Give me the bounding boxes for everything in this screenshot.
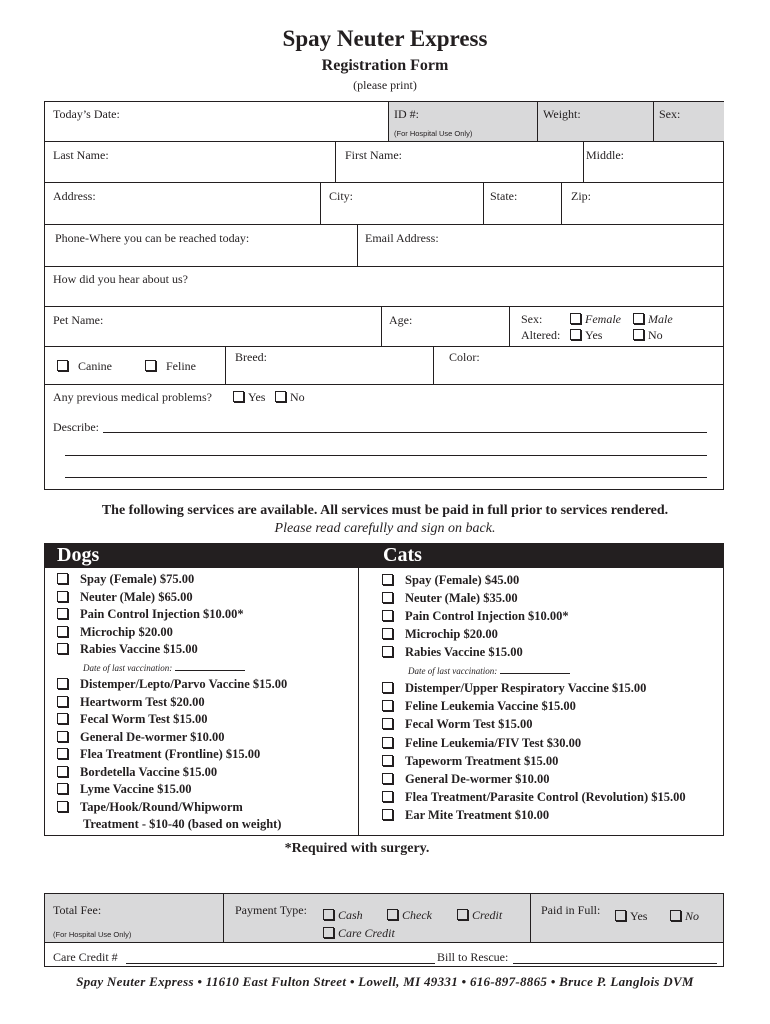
first-name-label: First Name:: [345, 148, 402, 162]
cat-service-label: Flea Treatment/Parasite Control (Revolution) $15.00: [405, 790, 686, 805]
care-credit-number-line[interactable]: [126, 963, 435, 964]
middle-name-label: Middle:: [586, 148, 624, 162]
age-label: Age:: [389, 313, 413, 327]
altered-label: Altered:: [521, 328, 561, 342]
services-box: [44, 543, 724, 836]
cat-service-label: Pain Control Injection $10.00*: [405, 609, 569, 623]
care-credit-number-label: Care Credit #: [53, 950, 118, 964]
dog-service-label: Distemper/Lepto/Parvo Vaccine $15.00: [80, 677, 288, 691]
pet-name-label: Pet Name:: [53, 313, 104, 327]
cat-service-item[interactable]: [382, 772, 550, 787]
services-header: [45, 544, 723, 568]
cat-service-label: Rabies Vaccine $15.00: [405, 645, 523, 659]
cat-service-item[interactable]: [382, 699, 576, 714]
color-label: Color:: [449, 350, 480, 364]
altered-yes-checkbox[interactable]: [570, 329, 581, 340]
cat-vax-date[interactable]: Date of last vaccination:: [408, 666, 570, 676]
paid-yes-option[interactable]: Yes: [615, 909, 647, 924]
cat-service-item[interactable]: [382, 681, 646, 696]
cash-option[interactable]: Cash: [323, 908, 363, 923]
referral-label: How did you hear about us?: [53, 272, 188, 286]
address-label: Address:: [53, 189, 96, 203]
dog-service-label: Heartworm Test $20.00: [80, 694, 205, 709]
dog-service-label: General De-wormer $10.00: [80, 729, 225, 744]
sex-label: Sex:: [659, 107, 681, 121]
dog-service-label: Bordetella Vaccine $15.00: [80, 764, 218, 779]
altered-yes-option[interactable]: Yes: [570, 328, 602, 343]
cat-service-checkbox[interactable]: [382, 755, 393, 766]
cat-service-checkbox[interactable]: [382, 592, 393, 603]
dog-service-checkbox[interactable]: [57, 783, 68, 794]
pet-sex-label: Sex:: [521, 312, 543, 326]
female-checkbox[interactable]: [570, 313, 581, 324]
cat-service-checkbox[interactable]: [382, 646, 393, 657]
dog-service-item[interactable]: [57, 747, 260, 762]
credit-option[interactable]: Credit: [457, 908, 502, 923]
state-label: State:: [490, 189, 518, 203]
dog-service-label: Neuter (Male) $65.00: [80, 589, 193, 604]
cat-service-checkbox[interactable]: [382, 574, 393, 585]
care-credit-checkbox[interactable]: [323, 927, 334, 938]
cat-service-label: Microchip $20.00: [405, 627, 498, 641]
dog-service-item[interactable]: [57, 695, 205, 710]
cat-service-item[interactable]: [382, 790, 686, 805]
dog-service-label: Flea Treatment (Frontline) $15.00: [80, 747, 261, 761]
medical-yes-checkbox[interactable]: [233, 391, 244, 402]
dog-service-item[interactable]: [57, 607, 244, 622]
dog-service-continuation: Treatment - $10-40 (based on weight): [83, 817, 282, 831]
dog-service-label: Microchip $20.00: [80, 624, 173, 639]
cat-service-item[interactable]: [382, 573, 519, 588]
dog-service-checkbox[interactable]: [57, 573, 68, 584]
cat-service-label: Tapeworm Treatment $15.00: [405, 753, 559, 768]
medical-yes-option[interactable]: Yes: [233, 390, 265, 405]
dog-service-item[interactable]: [57, 712, 208, 727]
altered-no-checkbox[interactable]: [633, 329, 644, 340]
cat-service-item[interactable]: [382, 736, 581, 751]
dog-service-item[interactable]: [57, 765, 217, 780]
describe-line[interactable]: [103, 432, 707, 433]
zip-label: Zip:: [571, 189, 591, 203]
dog-service-item[interactable]: [57, 730, 225, 745]
medical-no-option[interactable]: No: [275, 390, 305, 405]
paid-in-full-label: Paid in Full:: [541, 903, 601, 917]
dog-service-checkbox[interactable]: [57, 678, 68, 689]
dog-service-label: Fecal Worm Test $15.00: [80, 712, 208, 726]
city-label: City:: [329, 189, 354, 203]
medical-no-checkbox[interactable]: [275, 391, 286, 402]
describe-line[interactable]: [65, 455, 707, 456]
id-label: ID #:: [394, 107, 419, 121]
dog-vax-date[interactable]: Date of last vaccination:: [83, 663, 245, 673]
dog-service-item[interactable]: [57, 642, 198, 657]
weight-label: Weight:: [543, 107, 581, 121]
paid-no-option[interactable]: No: [670, 909, 699, 924]
cat-service-label: Feline Leukemia Vaccine $15.00: [405, 699, 576, 714]
canine-option[interactable]: Canine: [57, 359, 112, 374]
female-option[interactable]: Female: [570, 312, 621, 327]
feline-checkbox[interactable]: [145, 360, 156, 371]
cat-service-checkbox[interactable]: [382, 718, 393, 729]
male-option[interactable]: Male: [633, 312, 673, 327]
dog-service-item[interactable]: [57, 625, 173, 640]
cat-service-checkbox[interactable]: [382, 628, 393, 639]
cat-service-checkbox[interactable]: [382, 773, 393, 784]
clinic-footer: Spay Neuter Express • 11610 East Fulton Street • Lowell, MI 49331 • 616-897-8865 • Bruce P. Langlois DVM: [76, 974, 694, 989]
cats-heading: Cats: [383, 544, 422, 566]
total-fee-label: Total Fee:: [53, 903, 102, 917]
cat-service-label: Neuter (Male) $35.00: [405, 591, 518, 605]
dog-service-checkbox[interactable]: [57, 731, 68, 742]
dog-service-label: Spay (Female) $75.00: [80, 572, 195, 586]
cat-service-item[interactable]: [382, 627, 498, 642]
payment-type-label: Payment Type:: [235, 903, 307, 917]
dog-service-checkbox[interactable]: [57, 748, 68, 759]
paid-no-checkbox[interactable]: [670, 910, 681, 921]
cat-service-item[interactable]: [382, 717, 533, 732]
medical-problems-label: Any previous medical problems?: [53, 390, 212, 404]
cat-service-label: Distemper/Upper Respiratory Vaccine $15.00: [405, 681, 647, 695]
feline-option[interactable]: Feline: [145, 359, 196, 374]
canine-checkbox[interactable]: [57, 360, 68, 371]
dog-service-checkbox[interactable]: [57, 608, 68, 619]
check-checkbox[interactable]: [387, 909, 398, 920]
form-subtitle: Registration Form: [321, 57, 449, 74]
cat-service-checkbox[interactable]: [382, 791, 393, 802]
dog-service-checkbox[interactable]: [57, 766, 68, 777]
credit-checkbox[interactable]: [457, 909, 468, 920]
care-credit-option[interactable]: Care Credit: [323, 926, 395, 941]
paid-yes-checkbox[interactable]: [615, 910, 626, 921]
dog-service-item[interactable]: [57, 782, 191, 797]
cat-service-item[interactable]: [382, 645, 523, 660]
form-title: Spay Neuter Express: [282, 26, 488, 51]
altered-no-option[interactable]: No: [633, 328, 663, 343]
dog-service-checkbox[interactable]: [57, 626, 68, 637]
cat-service-label: Feline Leukemia/FIV Test $30.00: [405, 735, 582, 750]
dog-service-label: Lyme Vaccine $15.00: [80, 782, 192, 796]
cat-service-checkbox[interactable]: [382, 737, 393, 748]
bill-to-rescue-line[interactable]: [513, 963, 717, 964]
dog-service-checkbox[interactable]: [57, 713, 68, 724]
cat-service-label: General De-wormer $10.00: [405, 772, 550, 786]
dog-service-label: Pain Control Injection $10.00*: [80, 607, 244, 621]
cat-service-item[interactable]: [382, 808, 549, 823]
dog-service-item[interactable]: [57, 677, 287, 692]
cat-service-item[interactable]: [382, 591, 518, 606]
dog-service-item[interactable]: [57, 572, 194, 587]
cat-service-label: Spay (Female) $45.00: [405, 573, 520, 587]
registration-form: [44, 101, 724, 490]
dog-service-item[interactable]: [57, 590, 193, 605]
cat-service-label: Fecal Worm Test $15.00: [405, 717, 533, 732]
id-hospital-note: (For Hospital Use Only): [394, 129, 473, 138]
payment-box: [44, 893, 724, 967]
required-note: *Required with surgery.: [284, 841, 430, 856]
cat-service-item[interactable]: [382, 609, 569, 624]
todays-date-label: Today’s Date:: [53, 107, 120, 121]
dogs-heading: Dogs: [57, 544, 100, 566]
email-label: Email Address:: [365, 231, 439, 245]
print-instruction: (please print): [353, 78, 417, 92]
breed-label: Breed:: [235, 350, 267, 364]
cat-service-checkbox[interactable]: [382, 610, 393, 621]
dog-service-checkbox[interactable]: [57, 801, 68, 812]
cat-service-checkbox[interactable]: [382, 700, 393, 711]
cat-service-label: Ear Mite Treatment $10.00: [405, 808, 550, 823]
services-notice: The following services are available. All services must be paid in full prior to services rendered.: [101, 503, 669, 518]
dog-service-label: Tape/Hook/Round/Whipworm: [80, 799, 243, 814]
describe-line[interactable]: [65, 477, 707, 478]
dog-service-checkbox[interactable]: [57, 591, 68, 602]
cat-service-item[interactable]: [382, 754, 558, 769]
bill-to-rescue-label: Bill to Rescue:: [437, 950, 509, 964]
payment-hospital-note: (For Hospital Use Only): [53, 930, 132, 939]
services-notice-italic: Please read carefully and sign on back.: [274, 521, 496, 536]
phone-label: Phone-Where you can be reached today:: [55, 231, 250, 245]
dog-service-checkbox[interactable]: [57, 643, 68, 654]
last-name-label: Last Name:: [53, 148, 109, 162]
dog-service-item[interactable]: [57, 800, 243, 815]
cash-checkbox[interactable]: [323, 909, 334, 920]
describe-label: Describe:: [53, 420, 99, 434]
cat-service-checkbox[interactable]: [382, 682, 393, 693]
male-checkbox[interactable]: [633, 313, 644, 324]
check-option[interactable]: Check: [387, 908, 432, 923]
dog-service-label: Rabies Vaccine $15.00: [80, 642, 198, 656]
dog-service-checkbox[interactable]: [57, 696, 68, 707]
cat-service-checkbox[interactable]: [382, 809, 393, 820]
